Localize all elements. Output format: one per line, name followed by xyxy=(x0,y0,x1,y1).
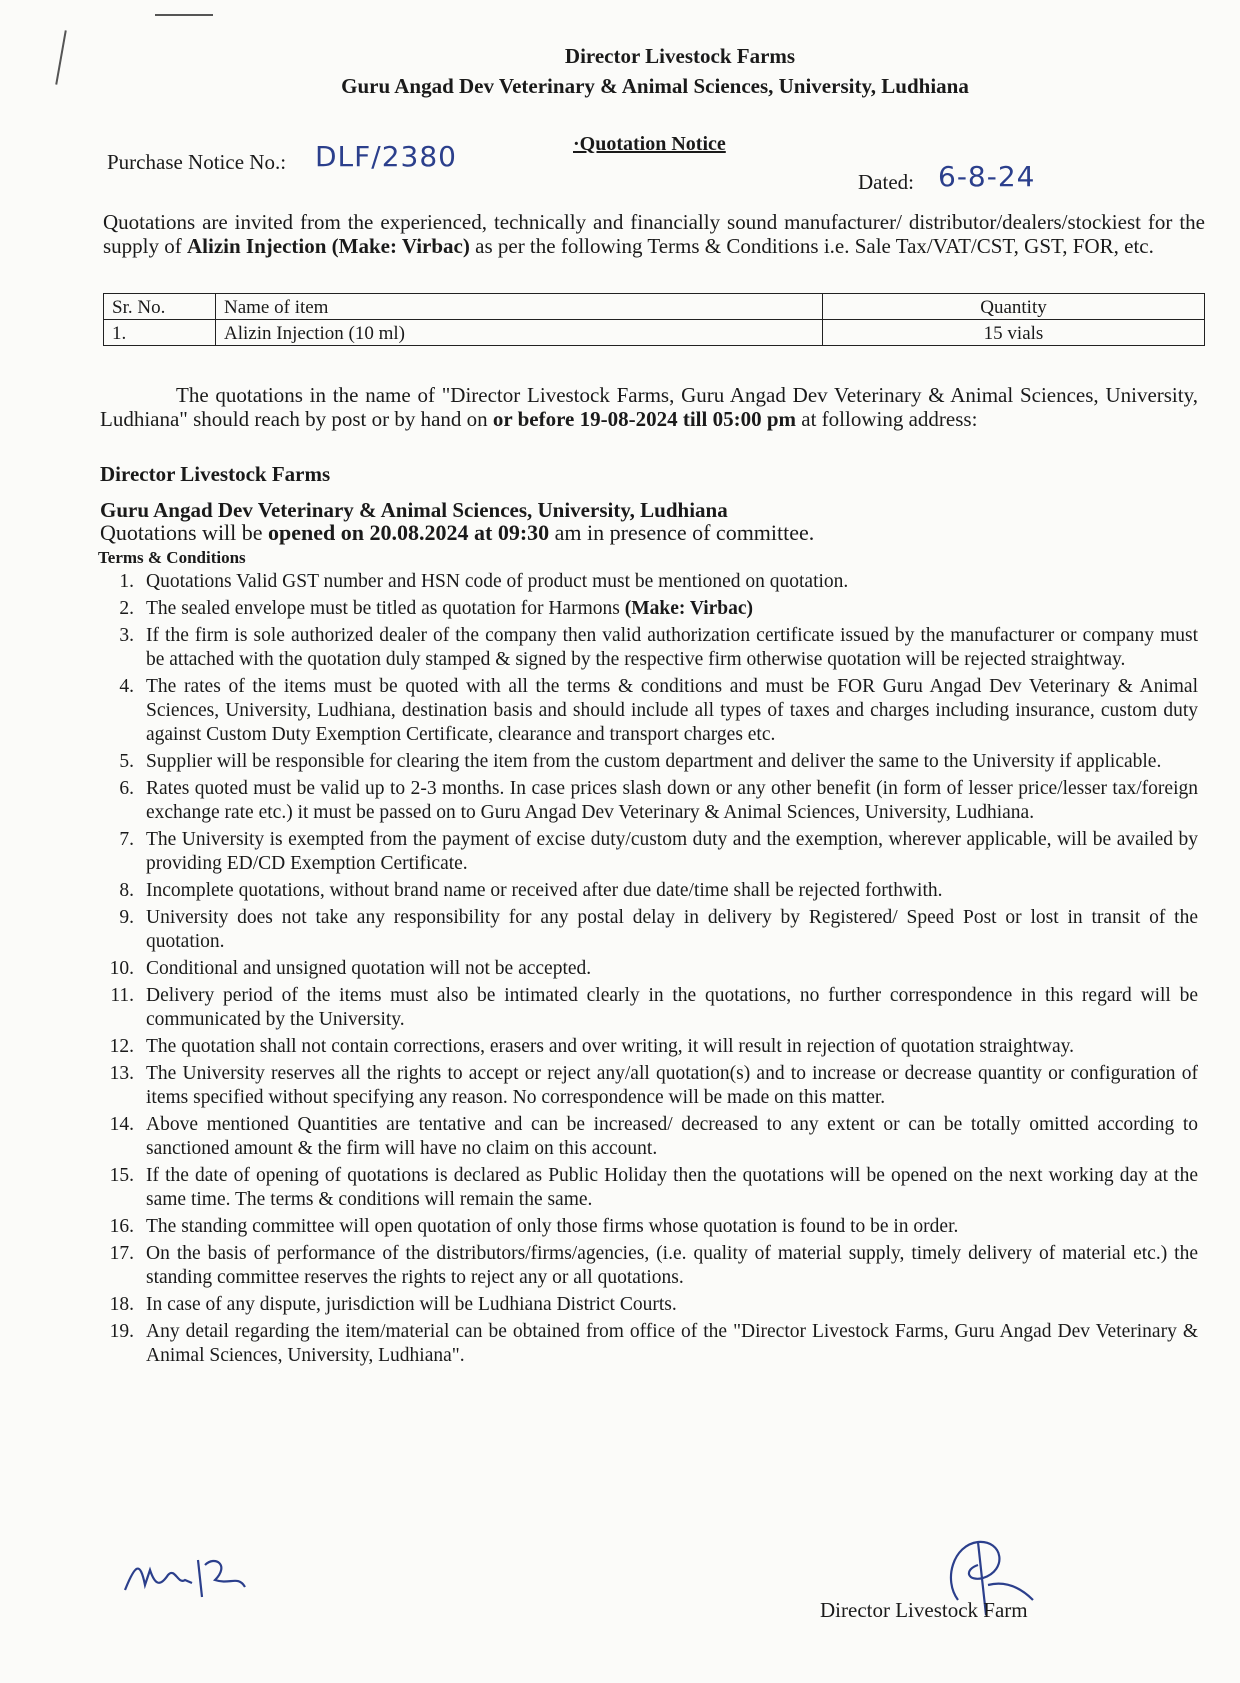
terms-heading: Terms & Conditions xyxy=(98,548,246,567)
list-item xyxy=(98,828,1198,876)
term-number: 17. xyxy=(109,1243,134,1264)
term-text: Rates quoted must be valid up to 2-3 months. In case prices slash down or any other benefit (in form of lesser price/lesser tax/foreign exchange rate etc.) it must be passed on to Guru Angad Dev Veterinary & Animal Sciences, University, Ludhiana. xyxy=(146,778,1198,823)
term-number: 4. xyxy=(119,676,134,697)
term-number: 6. xyxy=(119,778,134,799)
opening-prefix: Quotations will be xyxy=(100,520,263,545)
terms-list xyxy=(98,570,1198,1371)
opening-suffix: am in presence of committee. xyxy=(554,520,815,545)
cell-item-name: Alizin Injection (10 ml) xyxy=(216,320,823,346)
term-number: 19. xyxy=(109,1321,134,1342)
list-item xyxy=(98,1113,1198,1161)
list-item xyxy=(98,1215,1198,1239)
cell-quantity: 15 vials xyxy=(823,320,1205,346)
list-item xyxy=(98,879,1198,903)
term-number: 13. xyxy=(109,1063,134,1084)
header-quantity: Quantity xyxy=(823,294,1205,320)
cell-sr-no: 1. xyxy=(104,320,216,346)
submission-text: The quotations in the name of "Director Livestock Farms, Guru Angad Dev Veterinary & Animal Sciences, University, Ludhiana" should reach by post or by hand on xyxy=(100,383,1198,431)
term-text: In case of any dispute, jurisdiction will be Ludhiana District Courts. xyxy=(146,1294,677,1315)
list-item xyxy=(98,777,1198,825)
list-item xyxy=(98,1242,1198,1290)
term-number: 5. xyxy=(119,751,134,772)
term-text: If the date of opening of quotations is declared as Public Holiday then the quotations will be opened on the next working day at the same time. The terms & conditions will remain the same. xyxy=(146,1165,1198,1210)
term-number: 12. xyxy=(109,1036,134,1057)
university-title: Guru Angad Dev Veterinary & Animal Sciences, University, Ludhiana xyxy=(341,74,969,98)
list-item xyxy=(98,1293,1198,1317)
scan-mark xyxy=(155,14,213,16)
term-number: 14. xyxy=(109,1114,134,1135)
intro-text-end: as per the following Terms & Conditions i.e. Sale Tax/VAT/CST, GST, FOR, etc. xyxy=(475,234,1154,258)
term-text: Incomplete quotations, without brand name or received after due date/time shall be rejected forthwith. xyxy=(146,880,943,901)
term-text: The standing committee will open quotation of only those firms whose quotation is found to be in order. xyxy=(146,1216,959,1237)
term-text: The rates of the items must be quoted with all the terms & conditions and must be FOR Guru Angad Dev Veterinary & Animal Sciences, University, Ludhiana, destination basis and should include all types of taxes and charges including insurance, custom duty against Custom Duty Exemption Certificate, clearance and transport charges etc. xyxy=(146,676,1198,745)
address-line-1: Director Livestock Farms xyxy=(100,462,331,486)
term-number: 11. xyxy=(110,985,134,1006)
office-title: Director Livestock Farms xyxy=(564,44,796,68)
term-number: 16. xyxy=(109,1216,134,1237)
list-item xyxy=(98,750,1198,774)
intro-item: Alizin Injection (Make: Virbac) xyxy=(187,234,470,258)
term-text-bold: (Make: Virbac) xyxy=(624,598,754,619)
term-number: 7. xyxy=(119,829,134,850)
list-item xyxy=(98,1164,1198,1212)
list-item xyxy=(98,906,1198,954)
list-item xyxy=(98,957,1198,981)
term-text: University does not take any responsibility for any postal delay in delivery by Registered/ Speed Post or lost in transit of the quotation. xyxy=(146,907,1198,952)
document-title: ·Quotation Notice xyxy=(573,133,726,155)
term-text: Any detail regarding the item/material can be obtained from office of the "Director Livestock Farms, Guru Angad Dev Veterinary & Animal Sciences, University, Ludhiana". xyxy=(146,1321,1198,1366)
term-text: Above mentioned Quantities are tentative and can be increased/ decreased to any extent or can be totally omitted according to sanctioned amount & the firm will have no claim on this account. xyxy=(146,1114,1198,1159)
term-text: The University is exempted from the payment of excise duty/custom duty and the exemption, wherever applicable, will be availed by providing ED/CD Exemption Certificate. xyxy=(146,829,1198,874)
list-item xyxy=(98,675,1198,747)
header-item-name: Name of item xyxy=(216,294,823,320)
term-text: If the firm is sole authorized dealer of the company then valid authorization certificate issued by the manufacturer or company must be attached with the quotation duly stamped & signed by the respective firm otherwise quotation will be rejected straightway. xyxy=(146,625,1198,670)
term-text: On the basis of performance of the distributors/firms/agencies, (i.e. quality of material supply, timely delivery of material etc.) the standing committee reserves the rights to reject any or all quotations. xyxy=(146,1243,1198,1288)
intro-text: Quotations are invited from the experienced, technically and financially sound manufacturer/ distributor/dealers/stockiest for the supply of xyxy=(103,210,1205,258)
list-item xyxy=(98,1062,1198,1110)
term-text: The University reserves all the rights to accept or reject any/all quotation(s) and to increase or decrease quantity or configuration of items specified without specifying any reason. No correspondence will be made on this matter. xyxy=(146,1063,1198,1108)
list-item xyxy=(98,984,1198,1032)
opening-datetime: opened on 20.08.2024 at 09:30 xyxy=(268,520,550,545)
list-item xyxy=(98,597,1198,621)
table-header-row xyxy=(104,294,1205,320)
header-sr-no: Sr. No. xyxy=(104,294,216,320)
intro-paragraph xyxy=(103,210,1205,258)
dated-label: Dated: xyxy=(858,170,914,194)
term-number: 1. xyxy=(119,571,134,592)
term-text: The sealed envelope must be titled as quotation for Harmons xyxy=(146,598,620,619)
address-line-2: Guru Angad Dev Veterinary & Animal Sciences, University, Ludhiana xyxy=(100,498,728,522)
submission-text-end: at following address: xyxy=(801,407,978,431)
term-text: Delivery period of the items must also be intimated clearly in the quotations, no further correspondence in this regard will be communicated by the University. xyxy=(146,985,1198,1030)
handwritten-signature-left xyxy=(120,1545,250,1605)
term-number: 2. xyxy=(119,598,134,619)
table-row xyxy=(104,320,1205,346)
term-text: Quotations Valid GST number and HSN code of product must be mentioned on quotation. xyxy=(146,571,849,592)
submission-deadline: or before 19-08-2024 till 05:00 pm xyxy=(492,407,797,431)
term-number: 9. xyxy=(119,907,134,928)
list-item xyxy=(98,570,1198,594)
term-text: The quotation shall not contain corrections, erasers and over writing, it will result in rejection of quotation straightway. xyxy=(146,1036,1074,1057)
list-item xyxy=(98,624,1198,672)
purchase-notice-label: Purchase Notice No.: xyxy=(107,150,287,174)
list-item xyxy=(98,1320,1198,1368)
term-text: Supplier will be responsible for clearing the item from the custom department and deliver the same to the University if applicable. xyxy=(146,751,1162,772)
submission-paragraph xyxy=(100,383,1198,431)
term-number: 3. xyxy=(119,625,134,646)
term-number: 15. xyxy=(109,1165,134,1186)
term-number: 8. xyxy=(119,880,134,901)
term-number: 18. xyxy=(109,1294,134,1315)
purchase-notice-number: DLF/2380 xyxy=(315,140,457,173)
term-text: Conditional and unsigned quotation will not be accepted. xyxy=(146,958,592,979)
signatory-designation: Director Livestock Farm xyxy=(820,1598,1028,1622)
opening-line xyxy=(100,520,814,546)
term-number: 10. xyxy=(109,958,134,979)
list-item xyxy=(98,1035,1198,1059)
items-table xyxy=(103,293,1205,346)
dated-value: 6-8-24 xyxy=(938,160,1036,193)
